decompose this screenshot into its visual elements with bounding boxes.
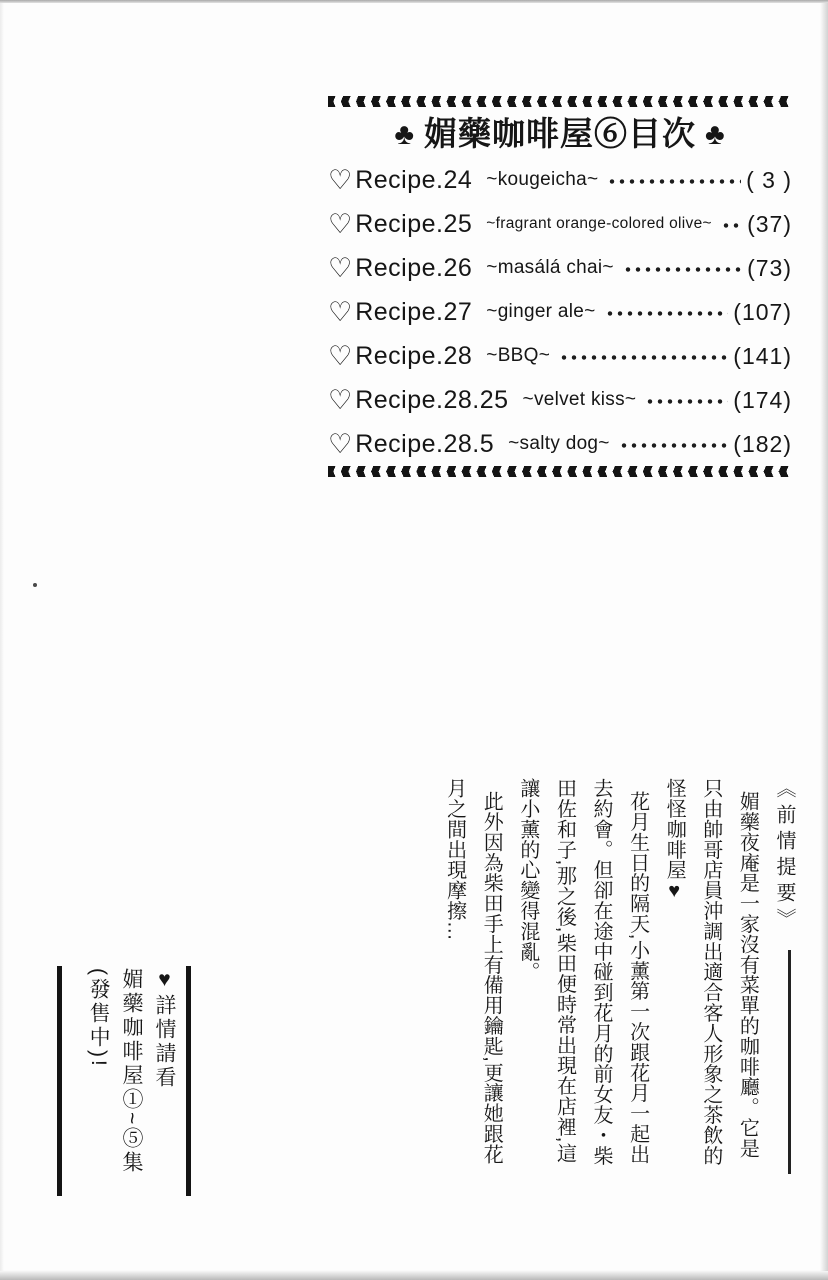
recipe-label: Recipe.26	[355, 253, 473, 282]
promo-line: (發售中)!	[87, 968, 111, 1069]
heart-icon: ♡	[328, 208, 353, 239]
heart-icon: ♡	[328, 252, 353, 283]
dot-leader	[607, 179, 741, 184]
page-title	[328, 113, 792, 155]
heart-icon: ♡	[328, 164, 353, 195]
zigzag-border-bottom	[328, 466, 792, 477]
recipe-subtitle: ~salty dog~	[508, 433, 610, 454]
toc-entry	[328, 290, 792, 334]
synopsis-heading-text: 《前情提要》	[773, 778, 795, 934]
recipe-page-number: (107)	[733, 298, 792, 325]
zigzag-border-top	[328, 96, 792, 107]
page-edge-top	[0, 0, 828, 3]
recipe-subtitle: ~kougeicha~	[486, 169, 599, 190]
recipe-subtitle: ~ginger ale~	[486, 301, 596, 322]
toc-entry	[328, 158, 792, 202]
scan-speck	[33, 583, 37, 587]
dot-leader	[721, 223, 742, 228]
club-icon: ♣	[394, 118, 415, 151]
toc-entry	[328, 246, 792, 290]
promo-line: 媚藥咖啡屋①~⑤集	[120, 968, 144, 1176]
dot-leader	[559, 355, 728, 360]
promo-box	[57, 966, 191, 1196]
recipe-label: Recipe.28.25	[355, 385, 509, 414]
toc-entry	[328, 378, 792, 422]
recipe-subtitle: ~velvet kiss~	[522, 389, 637, 410]
table-of-contents	[328, 96, 792, 477]
recipe-subtitle: ~masálá chai~	[486, 257, 614, 278]
synopsis-paragraph: 花月生日的隔天,小薰第一次跟花月一起出去約會。但卻在途中碰到花月的前女友・柴田佐和子,那之後,柴田便時常出現在店裡,這讓小薰的心變得混亂。	[516, 778, 649, 1166]
recipe-label: Recipe.28.5	[355, 429, 495, 458]
synopsis-heading	[765, 778, 802, 1168]
page-edge-bottom	[0, 1270, 828, 1280]
dot-leader	[623, 267, 742, 272]
toc-list	[328, 158, 792, 466]
heart-icon: ♡	[328, 296, 353, 327]
recipe-page-number: (37)	[747, 210, 792, 237]
recipe-page-number: (141)	[733, 342, 792, 369]
page-edge-right	[820, 3, 828, 1271]
toc-entry	[328, 422, 792, 466]
recipe-label: Recipe.25	[355, 209, 473, 238]
recipe-label: Recipe.27	[355, 297, 473, 326]
dot-leader	[645, 399, 728, 404]
heading-rule	[788, 950, 791, 1174]
heart-icon: ♡	[328, 340, 353, 371]
synopsis-paragraph: 媚藥夜庵是一家沒有菜單的咖啡廳。它是只由帥哥店員沖調出適合客人形象之茶飲的怪怪咖啡屋♥	[663, 778, 759, 1166]
club-icon: ♣	[705, 118, 726, 151]
recipe-label: Recipe.24	[355, 165, 473, 194]
toc-entry	[328, 334, 792, 378]
recipe-page-number: (174)	[733, 386, 792, 413]
recipe-subtitle: ~fragrant orange-colored olive~	[486, 215, 712, 232]
dot-leader	[619, 443, 729, 448]
synopsis-paragraph: 此外因為柴田手上有備用鑰匙,更讓她跟花月之間出現摩擦…	[443, 778, 503, 1165]
toc-entry	[328, 202, 792, 246]
promo-line: ♥詳情請看	[153, 968, 176, 1090]
recipe-subtitle: ~BBQ~	[486, 345, 551, 366]
dot-leader	[605, 311, 729, 316]
recipe-page-number: (182)	[733, 430, 792, 457]
page-title-text: 媚藥咖啡屋⑥目次	[424, 115, 696, 152]
recipe-label: Recipe.28	[355, 341, 473, 370]
recipe-page-number: ( 3 )	[746, 166, 792, 193]
heart-icon: ♡	[328, 384, 353, 415]
synopsis-block	[436, 778, 802, 1168]
heart-icon: ♡	[328, 428, 353, 459]
recipe-page-number: (73)	[747, 254, 792, 281]
page-edge-left	[0, 3, 4, 1271]
